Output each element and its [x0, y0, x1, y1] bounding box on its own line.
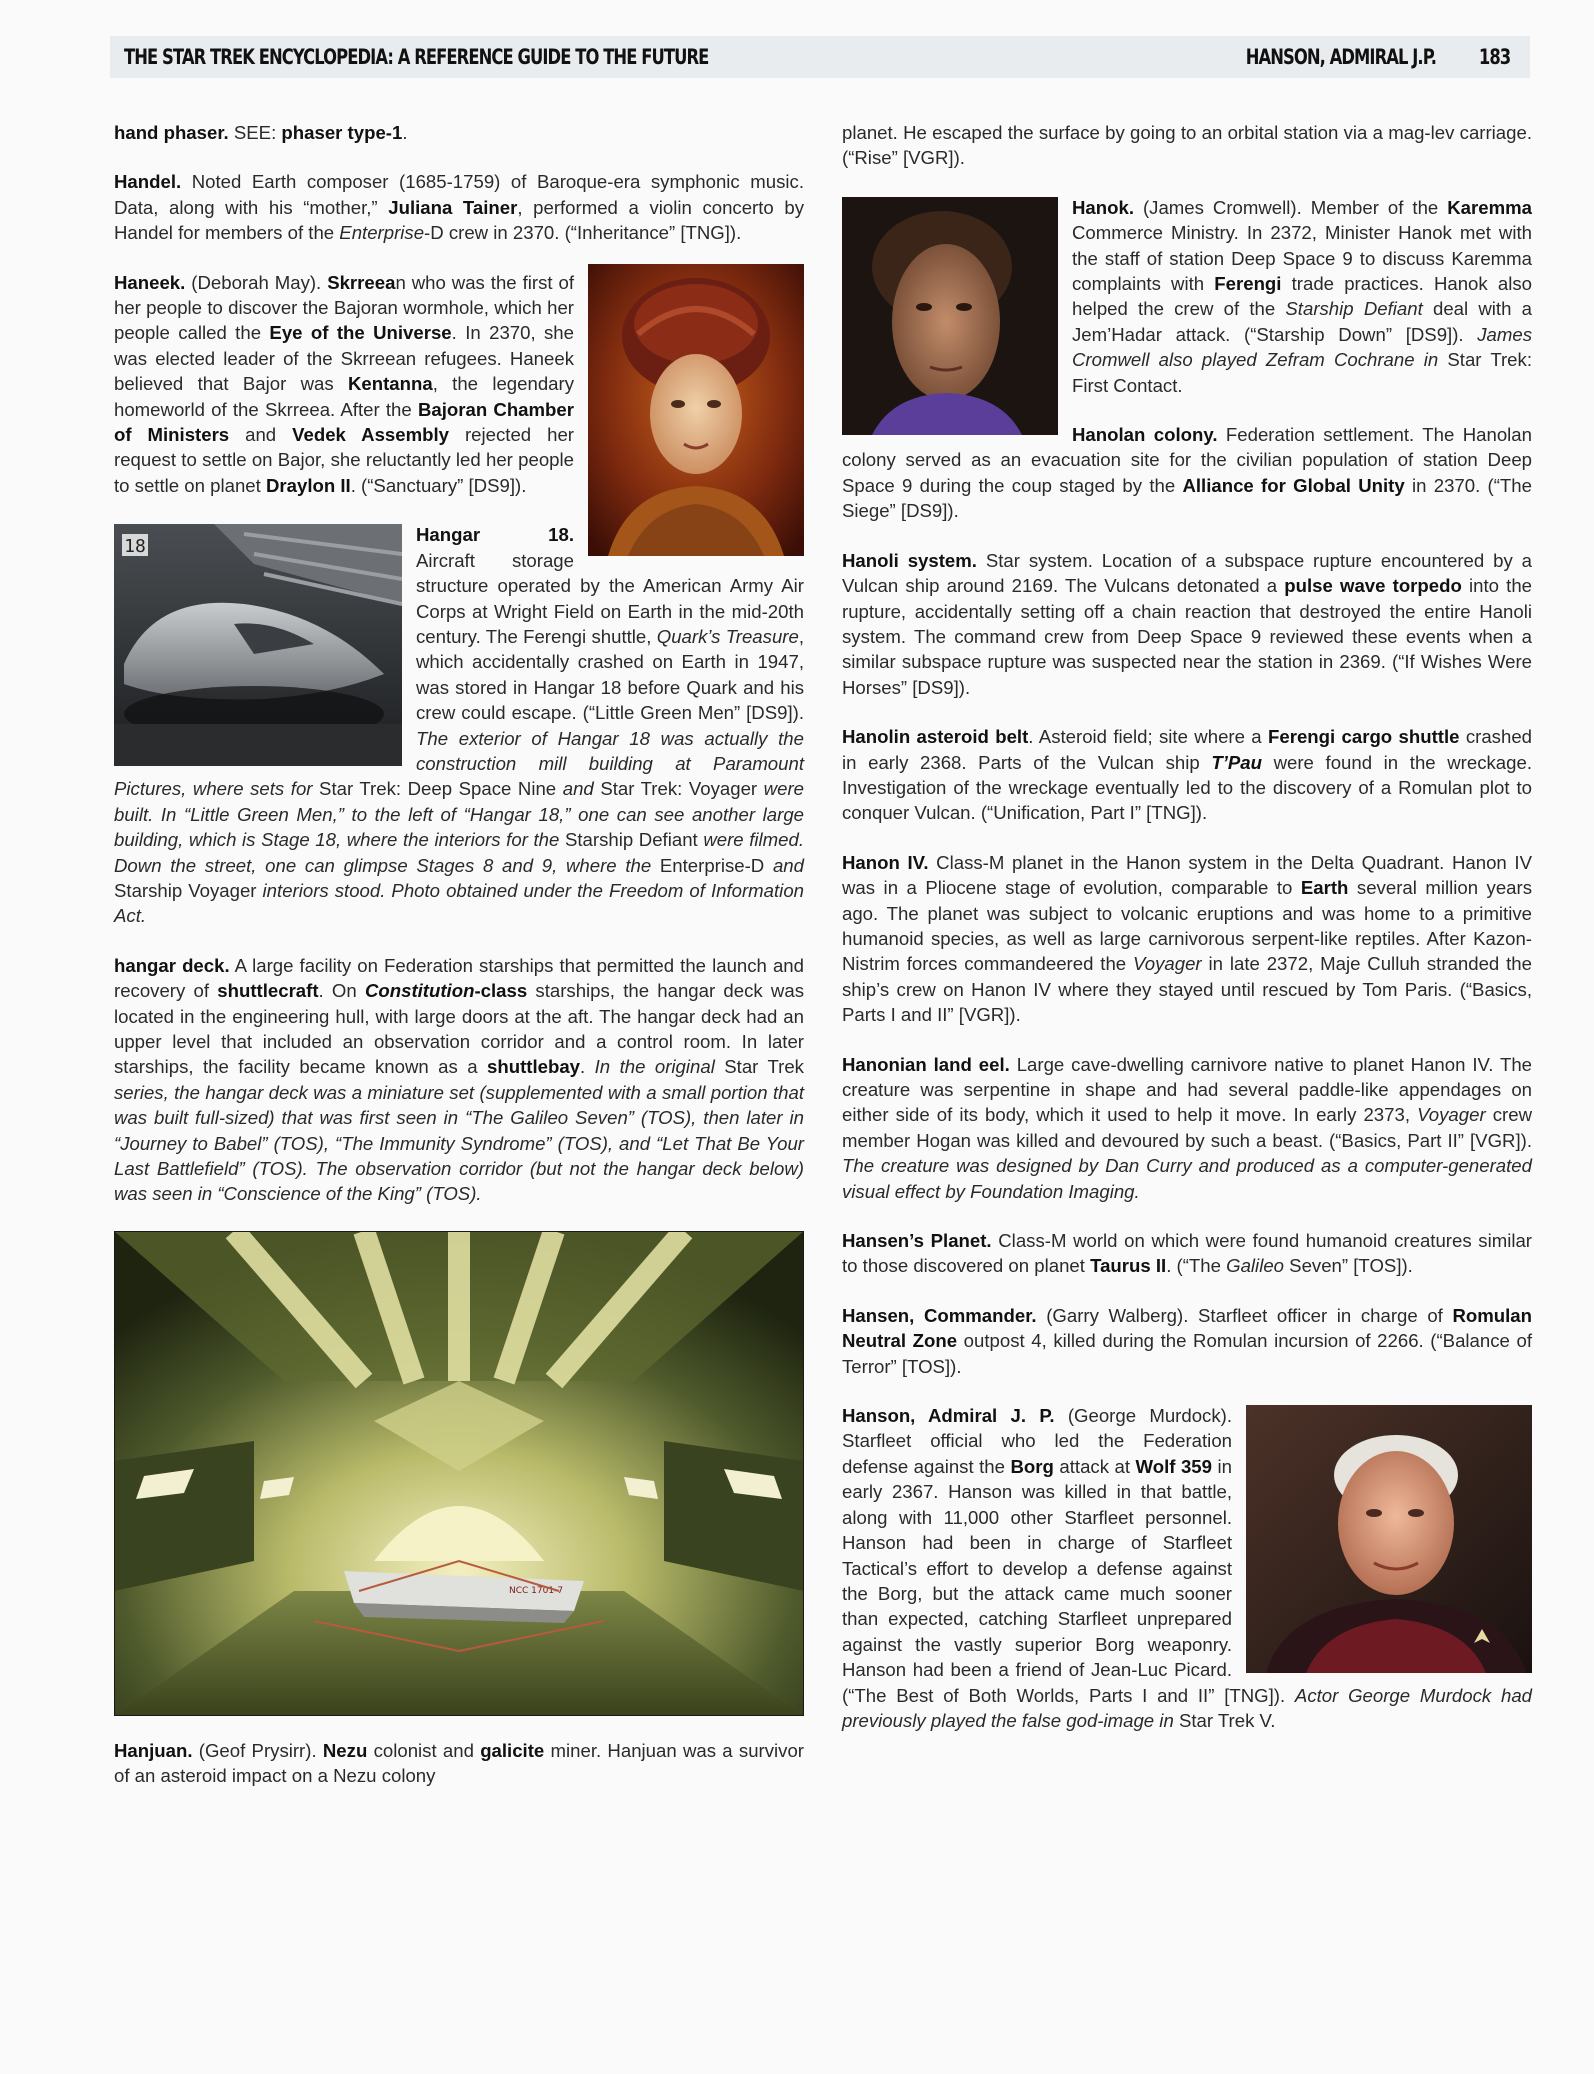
entry-hanoli-system: Hanoli system. Star system. Location of a subspace rupture encountered by a Vulcan ship around 2169. The Vulcans detonated a pulse wave torpedo into the rupture, accidentally setting off a chain reaction that destroyed the entire Hanoli system. The command crew from Deep Space 9 reviewed these events when a similar subspace rupture was suspected near the station in 2369. (“If Wishes Were Horses” [DS9]).	[842, 549, 1532, 698]
entry-hangar-18: 18 Hangar 18. Aircraft storage structure operated by the American Army Air Corps at Wright Field on Earth in the mid-20th century. The Ferengi shuttle, Quark’s Treasure, which accidentally crashed on Earth in 1947, was stored in Hangar 18 before Quark and his crew could escape. (“Little Green Men” [DS9]). The exterior of Hangar 18 was actually the construction mill building at Paramount Pictures, where sets for Star Trek: Deep Space Nine and Star Trek: Voyager were built. In “Little Green Men,” to the left of “Hangar 18,” one can see another large building, which is Stage 18, where the interiors for the Starship Defiant were filmed. Down the street, one can glimpse Stages 8 and 9, where the Enterprise-D and Starship Voyager interiors stood. Photo obtained under the Freedom of Information Act.	[114, 524, 805, 927]
hangar-18-photo	[114, 524, 402, 766]
running-header	[110, 36, 1530, 78]
right-column	[842, 120, 1532, 1757]
entry-hanolin-asteroid-belt: Hanolin asteroid belt. Asteroid field; site where a Ferengi cargo shuttle crashed in early 2368. Parts of the Vulcan ship T’Pau were found in the wreckage. Investigation of the wreckage eventually led to the discovery of a Romulan plot to conquer Vulcan. (“Unification, Part I” [TNG]).	[842, 726, 1532, 824]
hangar-deck-photo	[114, 1231, 804, 1716]
entry-hanon-iv: Hanon IV. Class-M planet in the Hanon system in the Delta Quadrant. Hanon IV was in a Pliocene stage of evolution, comparable to Earth several million years ago. The planet was subject to volcanic eruptions and was home to a primitive humanoid species, as well as large carnivorous serpent-like reptiles. After Kazon-Nistrim forces commandeered the Voyager in late 2372, Maje Culluh stranded the ship’s crew on Hanon IV where they stayed until rescued by Tom Paris. (“Basics, Parts I and II” [VGR]).	[842, 851, 1532, 1026]
running-head-entry: HANSON, ADMIRAL J.P.	[1245, 45, 1436, 69]
hangar-number-label: 18	[124, 536, 146, 558]
entry-hangar-deck: hangar deck. A large facility on Federation starships that permitted the launch and recovery of shuttlecraft. On Constitution-class starships, the hangar deck was located in the engineering hull, with large doors at the aft. The hangar deck had an upper level that included an observation corridor and a control room. In later starships, the facility became known as a shuttlebay. In the original Star Trek series, the hangar deck was a miniature set (supplemented with a small portion that was built full-sized) that was first seen in “The Galileo Seven” (TOS), then later in “Journey to Babel” (TOS), “The Immunity Syndrome” (TOS), and “Let That Be Your Last Battlefield” (TOS). The observation corridor (but not the hangar deck below) was seen in “Conscience of the King” (TOS).	[114, 954, 804, 1205]
hanok-photo	[842, 197, 1058, 435]
haneek-photo	[588, 264, 804, 556]
shuttle-registry-label: NCC 1701-7	[509, 1585, 564, 1596]
entry-hanson-admiral: Hanson, Admiral J. P. (George Murdock). Starfleet official who led the Federation defense against the Borg attack at Wolf 359 in early 2367. Hanson was killed in that battle, along with 11,000 other Starfleet personnel. Hanson had been in charge of Starfleet Tactical’s effort to develop a defense against the Borg, but the attack came much sooner than expected, catching Starfleet unprepared against the vastly superior Borg weaponry. Hanson had been a friend of Jean-Luc Picard. (“The Best of Both Worlds, Parts I and II” [TNG]). Actor George Murdock had previously played the false god-image in Star Trek V.	[842, 1405, 1532, 1731]
entry-handel: Handel. Noted Earth composer (1685-1759) of Baroque-era symphonic music. Data, along with his “mother,” Juliana Tainer, performed a violin concerto by Handel for members of the Enterprise-D crew in 2370. (“Inheritance” [TNG]).	[114, 171, 805, 244]
entry-hand-phaser: hand phaser. SEE: phaser type-1.	[114, 122, 408, 143]
entry-haneek: Haneek. (Deborah May). Skrreean who was the first of her people to discover the Bajoran wormhole, which her people called the Eye of the Universe. In 2370, she was elected leader of the Skrreean refugees. Haneek believed that Bajor was Kentanna, the legendary homeworld of the Skrreea. After the Bajoran Chamber of Ministers and Vedek Assembly rejected her request to settle on Bajor, she reluctantly led her people to settle on planet Draylon II. (“Sanctuary” [DS9]).	[114, 270, 804, 499]
book-title: THE STAR TREK ENCYCLOPEDIA: A REFERENCE GUIDE TO THE FUTURE	[124, 45, 709, 69]
entry-hanjuan-continued: planet. He escaped the surface by going to an orbital station via a mag-lev carriage. (“Rise” [VGR]).	[842, 122, 1532, 169]
entry-hansens-planet: Hansen’s Planet. Class-M world on which were found humanoid creatures similar to those discovered on planet Taurus II. (“The Galileo Seven” [TOS]).	[842, 1230, 1532, 1277]
entry-hansen-commander: Hansen, Commander. (Garry Walberg). Starfleet officer in charge of Romulan Neutral Zone outpost 4, killed during the Romulan incursion of 2266. (“Balance of Terror” [TOS]).	[842, 1304, 1532, 1377]
page-number: 183	[1478, 45, 1510, 69]
entry-hanok: Hanok. (James Cromwell). Member of the Karemma Commerce Ministry. In 2372, Minister Hanok met with the staff of station Deep Space 9 to discuss Karemma complaints with Ferengi trade practices. Hanok also helped the crew of the Starship Defiant deal with a Jem’Hadar attack. (“Starship Down” [DS9]). James Cromwell also played Zefram Cochrane in Star Trek: First Contact.	[842, 195, 1532, 398]
left-column	[114, 120, 804, 1813]
entry-hanjuan: Hanjuan. (Geof Prysirr). Nezu colonist and galicite miner. Hanjuan was a survivor of an asteroid impact on a Nezu colony	[114, 1739, 804, 1787]
entry-hanonian-land-eel: Hanonian land eel. Large cave-dwelling carnivore native to planet Hanon IV. The creature was serpentine in shape and had several paddle-like appendages on either side of its body, which it used to help it move. In early 2373, Voyager crew member Hogan was killed and devoured by such a beast. (“Basics, Part II” [VGR]). The creature was designed by Dan Curry and produced as a computer-generated visual effect by Foundation Imaging.	[842, 1053, 1532, 1202]
hanson-photo	[1246, 1405, 1532, 1673]
entry-hanolan-colony: Hanolan colony. Federation settlement. The Hanolan colony served as an evacuation site for the civilian population of station Deep Space 9 during the coup staged by the Alliance for Global Unity in 2370. (“The Siege” [DS9]).	[842, 424, 1532, 522]
